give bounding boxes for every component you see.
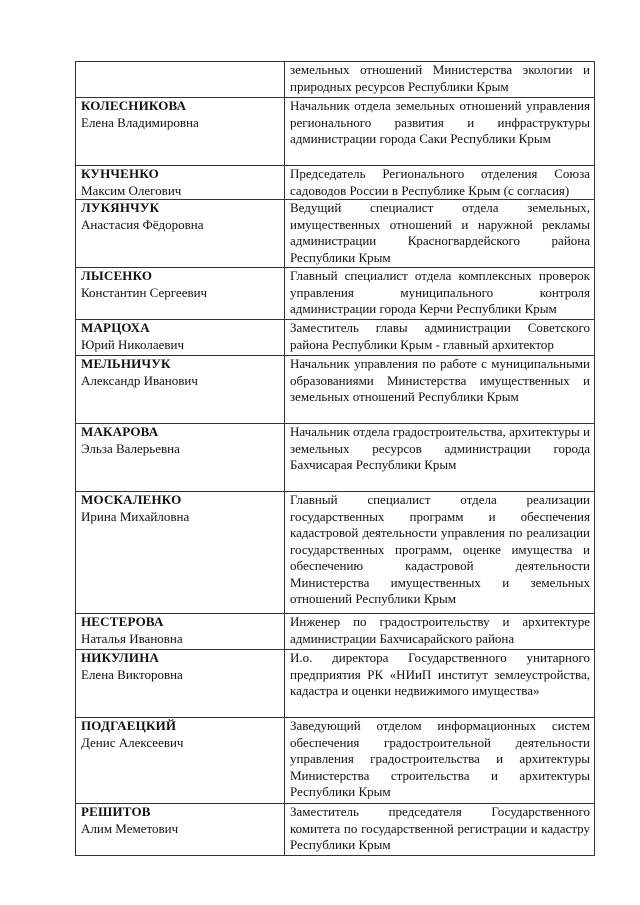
- position-cell: Председатель Регионального отделения Союза садоводов России в Республике Крым (с согласия): [285, 166, 595, 200]
- member-given-name: Наталья Ивановна: [81, 630, 183, 646]
- member-given-name: Максим Олегович: [81, 182, 182, 198]
- member-surname: ПОДГАЕЦКИЙ: [81, 718, 177, 733]
- table-row: [76, 804, 595, 856]
- position-cell: Главный специалист отдела реализации государственных программ и обеспечения кадастровой деятельности управления по реализации государственных программ, оценке имущества и обеспечению кадастровой деятельности Министерства имущественных и земельных отношений Республики Крым: [285, 492, 595, 614]
- member-surname: КОЛЕСНИКОВА: [81, 98, 187, 113]
- member-given-name: Денис Алексеевич: [81, 734, 184, 750]
- member-given-name: Эльза Валерьевна: [81, 440, 180, 456]
- table-row: [76, 268, 595, 320]
- name-cell: [76, 320, 285, 356]
- name-cell: [76, 62, 285, 98]
- table-row: [76, 718, 595, 804]
- member-given-name: Алим Меметович: [81, 820, 179, 836]
- member-surname: РЕШИТОВ: [81, 804, 151, 819]
- position-cell: И.о. директора Государственного унитарного предприятия РК «НИиП институт землеустройства, кадастра и оценки недвижимого имущества»: [285, 650, 595, 718]
- member-given-name: Ирина Михайловна: [81, 508, 190, 524]
- member-surname: МАКАРОВА: [81, 424, 159, 439]
- table-row: [76, 320, 595, 356]
- member-surname: ЛУКЯНЧУК: [81, 200, 160, 215]
- position-cell: Ведущий специалист отдела земельных, имущественных отношений и наружной рекламы администрации Красногвардейского района Республики Крым: [285, 200, 595, 268]
- position-cell: Инженер по градостроительству и архитектуре администрации Бахчисарайского района: [285, 614, 595, 650]
- members-table: [75, 61, 595, 856]
- table-row: [76, 424, 595, 492]
- member-surname: НИКУЛИНА: [81, 650, 160, 665]
- name-cell: [76, 804, 285, 856]
- member-given-name: Константин Сергеевич: [81, 284, 208, 300]
- table-row: [76, 200, 595, 268]
- member-given-name: Елена Владимировна: [81, 114, 199, 130]
- name-cell: [76, 166, 285, 200]
- position-cell: Заместитель главы администрации Советского района Республики Крым - главный архитектор: [285, 320, 595, 356]
- name-cell: [76, 98, 285, 166]
- member-surname: КУНЧЕНКО: [81, 166, 159, 181]
- position-cell: Начальник отдела градостроительства, архитектуры и земельных ресурсов администрации города Бахчисарая Республики Крым: [285, 424, 595, 492]
- name-cell: [76, 492, 285, 614]
- member-given-name: Елена Викторовна: [81, 666, 183, 682]
- table-row: [76, 492, 595, 614]
- position-cell: Заместитель председателя Государственного комитета по государственной регистрации и кадастру Республики Крым: [285, 804, 595, 856]
- name-cell: [76, 424, 285, 492]
- member-surname: ЛЫСЕНКО: [81, 268, 153, 283]
- member-surname: МОСКАЛЕНКО: [81, 492, 182, 507]
- name-cell: [76, 718, 285, 804]
- position-cell: Заведующий отделом информационных систем обеспечения градостроительной деятельности управления градостроительства и архитектуры Министерства строительства и архитектуры Республики Крым: [285, 718, 595, 804]
- table-row: [76, 166, 595, 200]
- member-surname: МАРЦОХА: [81, 320, 150, 335]
- table-row: [76, 356, 595, 424]
- member-surname: НЕСТЕРОВА: [81, 614, 164, 629]
- name-cell: [76, 200, 285, 268]
- name-cell: [76, 268, 285, 320]
- position-cell: земельных отношений Министерства экологии и природных ресурсов Республики Крым: [285, 62, 595, 98]
- member-given-name: Юрий Николаевич: [81, 336, 185, 352]
- position-cell: Начальник отдела земельных отношений управления регионального развития и инфраструктуры администрации города Саки Республики Крым: [285, 98, 595, 166]
- table-row: [76, 98, 595, 166]
- position-cell: Главный специалист отдела комплексных проверок управления муниципального контроля администрации города Керчи Республики Крым: [285, 268, 595, 320]
- member-given-name: Анастасия Фёдоровна: [81, 216, 204, 232]
- name-cell: [76, 650, 285, 718]
- name-cell: [76, 614, 285, 650]
- member-surname: МЕЛЬНИЧУК: [81, 356, 171, 371]
- table-row: [76, 650, 595, 718]
- member-given-name: Александр Иванович: [81, 372, 198, 388]
- position-cell: Начальник управления по работе с муниципальными образованиями Министерства имущественных и земельных отношений Республики Крым: [285, 356, 595, 424]
- name-cell: [76, 356, 285, 424]
- table-row: [76, 614, 595, 650]
- table-row: [76, 62, 595, 98]
